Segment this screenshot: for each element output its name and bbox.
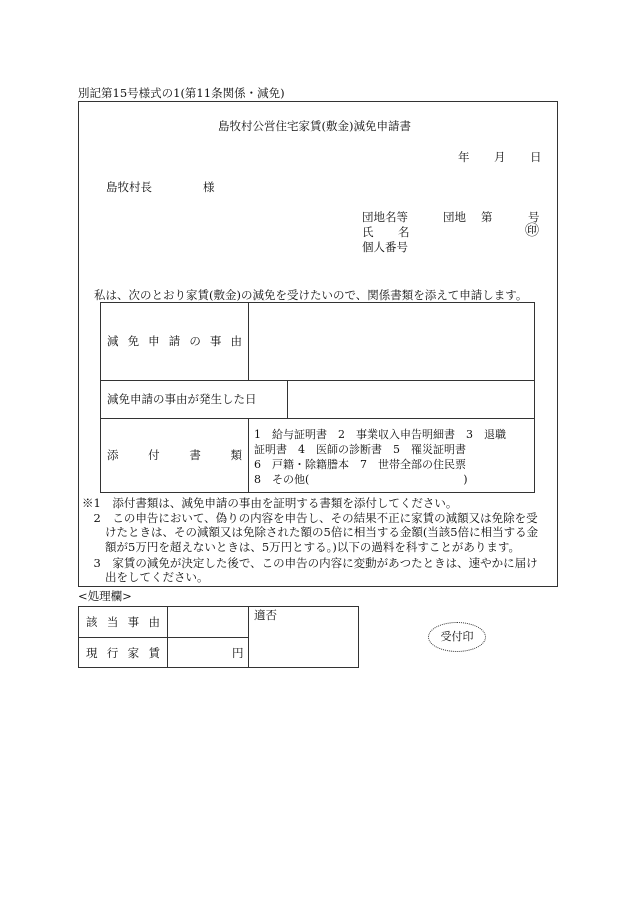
intro-statement: 私は、次のとおり家賃(敷金)の減免を受けたいので、関係書類を添えて申請します。 <box>94 288 528 302</box>
addressee-name: 島牧村長 <box>106 180 152 194</box>
attachments-line: 1 給与証明書 2 事業収入申告明細書 3 退職 <box>254 428 506 441</box>
processing-heading: <処理欄> <box>78 589 132 603</box>
occurrence-date-field[interactable] <box>290 383 532 415</box>
note-line: 3 家賃の減免が決定した後で、この申告の内容に変動があつたときは、速やかに届け <box>82 556 538 570</box>
name-label-2: 名 <box>398 225 410 239</box>
date-month-label: 月 <box>494 150 506 164</box>
applicable-reason-label: 該 当 事 由 <box>86 615 160 629</box>
building-no-suffix: 号 <box>528 210 540 224</box>
form-title: 島牧村公営住宅家賃(敷金)減免申請書 <box>218 119 411 133</box>
current-rent-label: 現 行 家 賃 <box>86 646 160 660</box>
addressee-honorific: 様 <box>203 180 215 194</box>
reason-label: 減 免 申 請 の 事 由 <box>107 334 242 348</box>
note-line: 額が5万円を超えないときは、5万円とする。)以下の過料を科すことがあります。 <box>82 540 520 554</box>
yen-unit: 円 <box>232 646 244 660</box>
attachments-line: 6 戸籍・除籍謄本 7 世帯全部の住民票 <box>254 458 466 471</box>
note-line: けたときは、その減額又は免除された額の5倍に相当する金額(当該5倍に相当する金 <box>82 525 539 539</box>
building-no-label: 第 <box>481 210 493 224</box>
note-line: 2 この申告において、偽りの内容を申告し、その結果不正に家賃の減額又は免除を受 <box>82 511 538 525</box>
seal-mark: ㊞ <box>525 223 539 239</box>
occurrence-date-label: 減免申請の事由が発生した日 <box>107 392 257 406</box>
complex-suffix: 団地 <box>443 210 466 224</box>
attachments-label: 添 付 書 類 <box>107 448 242 462</box>
reception-stamp: 受付印 <box>428 622 486 652</box>
attachments-line: 証明書 4 医師の診断書 5 罹災証明書 <box>254 443 466 456</box>
form-reference: 別記第15号様式の1(第11条関係・減免) <box>78 86 285 100</box>
approval-label: 適否 <box>254 608 277 622</box>
complex-label: 団地名等 <box>362 210 408 224</box>
attachments-line: 8 その他( ) <box>254 473 468 486</box>
attachments-list[interactable] <box>254 427 506 487</box>
personal-number-label: 個人番号 <box>362 240 408 254</box>
date-year-label: 年 <box>458 150 470 164</box>
reason-field[interactable] <box>250 305 532 377</box>
date-day-label: 日 <box>530 150 542 164</box>
note-line: ※1 添付書類は、減免申請の事由を証明する書類を添付してください。 <box>82 496 458 510</box>
name-label-1: 氏 <box>362 225 374 239</box>
note-line: 出をしてください。 <box>82 570 209 584</box>
